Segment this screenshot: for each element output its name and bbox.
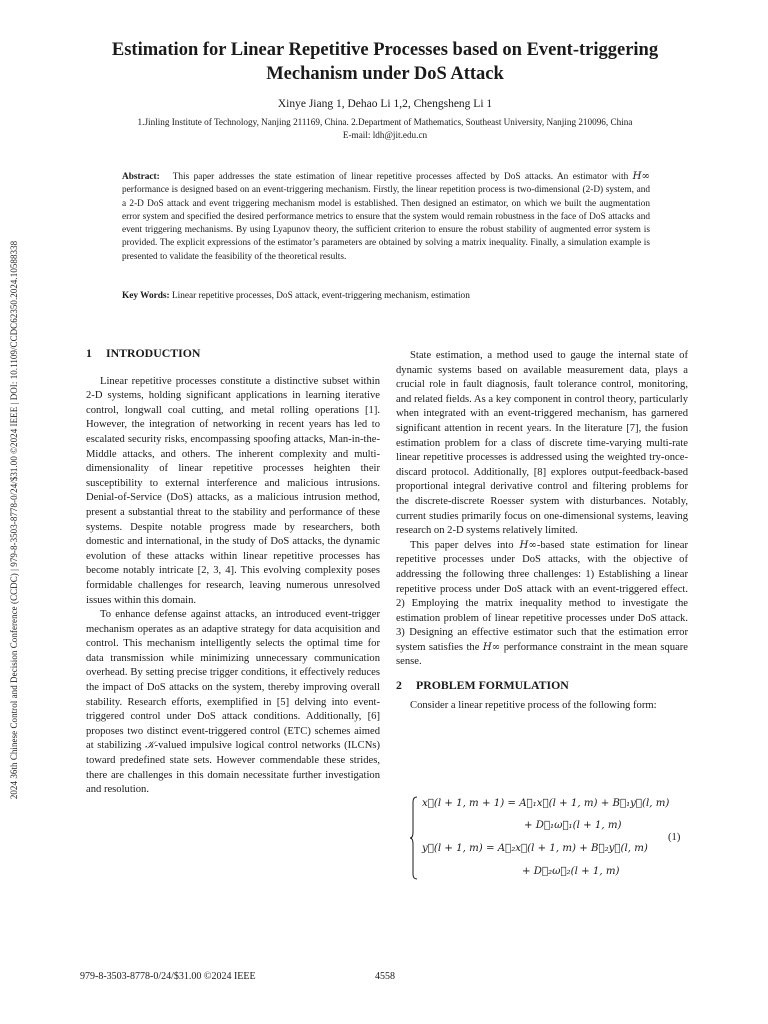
equation-number: (1) <box>668 832 681 843</box>
k-symbol: 𝒦 <box>145 740 155 752</box>
title-line-2: Mechanism under DoS Attack <box>266 64 504 84</box>
affiliation: 1.Jinling Institute of Technology, Nanjing 211169, China. 2.Department of Mathematics, Southeast University, Nanjing 210096, China <box>137 117 633 127</box>
equation-line-4: + D⃗₂ω⃗₂(l + 1, m) <box>522 866 620 877</box>
section-2-heading <box>396 678 688 693</box>
left-brace <box>410 796 418 880</box>
keywords-label: Key Words: <box>122 291 170 301</box>
right-column <box>396 349 688 713</box>
section-2-title: PROBLEM FORMULATION <box>416 678 569 693</box>
email: E-mail: ldh@jit.edu.cn <box>342 129 428 140</box>
intro-paragraph-4-a: This paper delves into <box>410 539 514 551</box>
intro-paragraph-1: Linear repetitive processes constitute a distinctive subset within 2-D systems, holding significant applications in learning iterative control, longwall coal cutting, and metal rolling operations [1]. However, the integration of networking in recent years has led to escalated security risks, encompassing spoofing attacks, Man-in-the-Middle attacks, and others. The inherent complexity and multi-dimensionality of linear repetitive processes heighten their susceptibility to external interference and malicious intrusions. Denial-of-Service (DoS) attacks, as a malicious intrusion method, present a substantial threat to the stability and performance of these systems. Despite notable progress made by researchers, both domestic and international, in the study of DoS attacks, the dynamic evolution of these attacks within linear repetitive processes has become notably intricate [2, 3, 4]. This evolving complexity poses formidable challenges for research, leaving numerous unresolved issues within this domain. <box>86 375 380 606</box>
section-1-title: INTRODUCTION <box>106 346 201 360</box>
intro-paragraph-2 <box>86 608 380 798</box>
keywords-text: Linear repetitive processes, DoS attack, event-triggering mechanism, estimation <box>171 291 470 301</box>
intro-paragraph-3: State estimation, a method used to gauge the internal state of dynamic systems based on available measurement data, plays a crucial role in fault diagnosis, fault tolerance control, monitoring, and related fields. As a key component in control theory, particularly when integrated with an event-triggered mechanism, has garnered significant attention in recent years. In the literature [7], the fusion estimation problem for a class of discrete time-varying multi-rate linear repetitive processes is addressed using the weighted try-once-discard protocol. Additionally, [8] explores output-feedback-based proportional integral derivative control and filtering problems for the discrete-discrete Roesser system with disturbances. Notably, current studies primarily focus on one-dimensional systems, leaving research on 2-D systems relatively limited. <box>396 350 688 537</box>
intro-paragraph-4 <box>396 539 688 670</box>
intro-paragraph-4-b: -based state estimation for linear repetitive processes under DoS attacks, with the objective of addressing the following three challenges: 1) Establishing a linear repetitive process under DoS attack with an event-triggered effect. 2) Employing the matrix inequality method to investigate the estimation problem of linear repetitive processes under DoS attack. 3) Designing an effective estimator such that the estimation error system satisfies the <box>396 539 688 653</box>
abstract-hinf-symbol: H∞ <box>632 171 650 182</box>
intro-paragraph-2-b: -valued impulsive logical control networks (ILCNs) toward predefined state sets. However commendable these strides, there are challenges in this domain necessitate further investigation and resolution. <box>86 740 381 796</box>
problem-paragraph-1: Consider a linear repetitive process of the following form: <box>410 699 657 711</box>
intro-paragraph-2-a: To enhance defense against attacks, an introduced event-trigger mechanism operates as an adaptive strategy for data acquisition and control. This mechanism intelligently selects the optimal time for data transmission while minimizing unnecessary communication overhead. By setting precise trigger conditions, it effectively reduces the impact of DoS attacks on the system, thereby improving overall stability. Research efforts, exemplified in [5] delving into event-triggered control under DoS attack conditions. Additionally, [6] proposes two distinct event-triggered control (ETC) schemes aimed at stabilizing <box>86 609 380 752</box>
equation-line-3: y⃗(l + 1, m) = A⃗₂x⃗(l + 1, m) + B⃗₂y⃗(l, m) <box>422 843 648 854</box>
keywords <box>122 291 650 301</box>
authors: Xinye Jiang 1, Dehao Li 1,2, Chengsheng Li 1 <box>277 98 493 110</box>
affiliation-block <box>60 116 710 141</box>
equation-line-2: + D⃗₁ω⃗₁(l + 1, m) <box>524 820 622 831</box>
abstract-text-a: This paper addresses the state estimation of linear repetitive processes affected by DoS attacks. An estimator with <box>172 172 629 182</box>
sidebar-citation-text: 2024 36th Chinese Control and Decision Conference (CCDC) | 979-8-3503-8778-0/24/$31.00 ©2024 IEEE | DOI: 10.1109/CCDC62350.2024.10588338 <box>9 240 19 800</box>
paper-title <box>60 38 710 86</box>
section-1-number: 1 <box>86 346 92 360</box>
hinf-symbol-2: H∞ <box>482 641 501 653</box>
section-1-heading <box>86 346 380 361</box>
section-2-number: 2 <box>396 678 402 693</box>
abstract-label: Abstract: <box>122 172 160 182</box>
hinf-symbol-1: H∞ <box>519 539 537 551</box>
abstract <box>122 170 650 264</box>
page-number: 4558 <box>375 971 395 982</box>
abstract-text-b: performance is designed based on an event-triggering mechanism. Firstly, the linear repetition process is two-dimensional (2-D) system, and a 2-D DoS attack and event triggering mechanism model is established. Then designed an estimator, on which we built the augmentation error system and specified the desired performance metrics to ensure that the system would remain robustness in the face of DoS attacks and event triggering mechanisms. By using Lyapunov theory, the sufficient criterion to ensure the robust stability of augmented error system is provided. The explicit expressions of the estimator’s parameters are obtained by solving a matrix inequality. Finally, a simulation example is presented to validate the feasibility of the theoretical results. <box>122 185 650 262</box>
footer-copyright: 979-8-3503-8778-0/24/$31.00 ©2024 IEEE <box>80 971 256 982</box>
equation-line-1: x⃗(l + 1, m + 1) = A⃗₁x⃗(l + 1, m) + B⃗₁y⃗(l, m) <box>422 798 670 809</box>
left-column <box>86 346 380 798</box>
equation-1 <box>396 796 688 886</box>
title-line-1: Estimation for Linear Repetitive Processes based on Event-triggering <box>111 40 659 60</box>
vertical-citation-sidebar <box>8 180 20 860</box>
intro-paragraph-4-c: performance constraint in the mean square sense. <box>396 641 689 668</box>
